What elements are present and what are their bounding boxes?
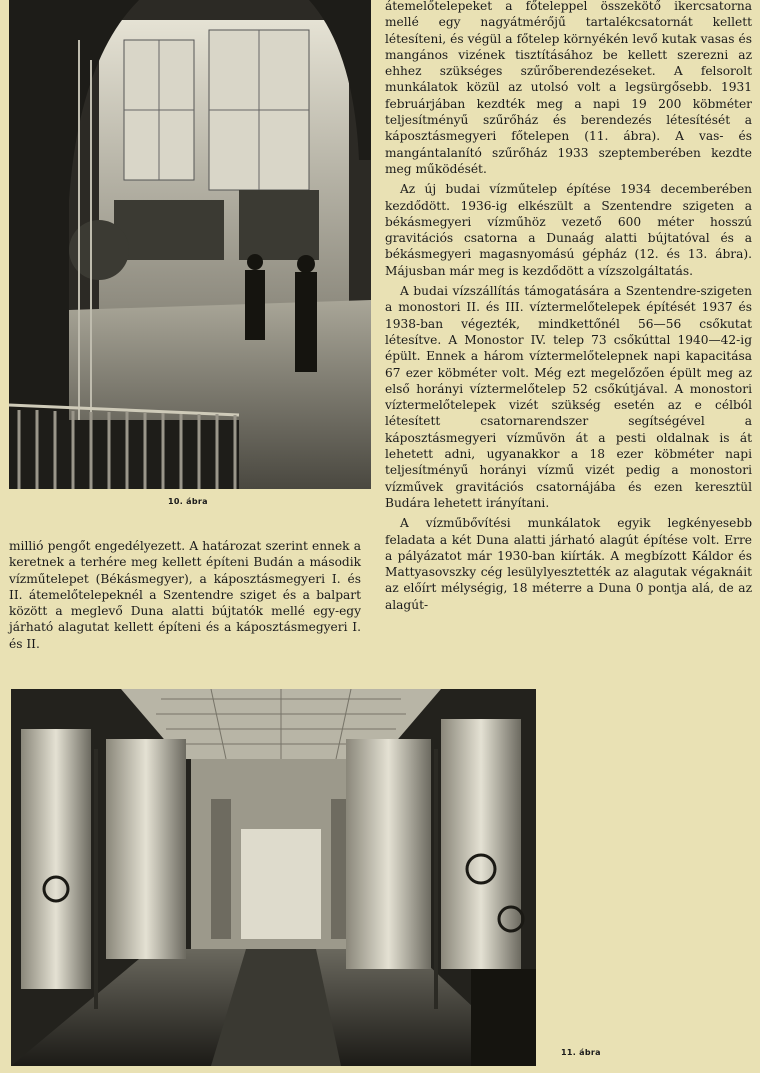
right-paragraph-4: A vízműbővítési munkálatok egyik legkényesebb feladata a két Duna alatti járható alagút építése volt. Erre a pályázatot már 1930-ban kiírták. A megbízott Káldor és Mattyasovszky cég lesülylyesztették az alagutak végaknáit az előírt mélységig, 18 méterre a Duna 0 pontja alá, de az alagút- xyxy=(385,516,752,612)
left-paragraph-1: millió pengőt engedélyezett. A határozat szerint ennek a keretnek a terhére meg kellett építeni Budán a második vízműtelepet (Békásmegyer), a káposztásmegyeri I. és II. átemelőtelepeknél a Szentendre sziget és a balpart között a meglevő Duna alatti bújtatók mellé egy-egy járható alagutat kellett építeni és a káposztásmegyeri I. és II. xyxy=(9,539,361,651)
right-paragraph-2: Az új budai vízműtelep építése 1934 decemberében kezdődött. 1936-ig elkészült a Szentendre szigeten a békásmegyeri vízműhöz vezető 600 méter hosszú gravitációs csatorna a Dunaág alatti bújtatóval és a békásmegyeri magasnyomású gépház (12. és 13. ábra). Májusban már meg is kezdődött a vízszolgáltatás. xyxy=(385,182,752,278)
right-paragraph-1: átemelőtelepeket a főteleppel összekötő ikercsatorna mellé egy nagyátmérőjű tartalékcsatornát kellett létesíteni, és végül a főtelep környékén levő kutak vasas és mangános vizének tisztításához be kellett szerezni az ehhez szükséges szűrőberendezéseket. A felsorolt munkálatok közül az utolsó volt a legsürgősebb. 1931 februárjában kezdték meg a napi 19 200 köbméter teljesítményű szűrőház és berendezés létesítését a káposztásmegyeri főtelepen (11. ábra). A vas- és mangántalanító szűrőház 1933 szeptemberében kezdte meg működését. xyxy=(385,0,752,176)
figure-10-caption: 10. ábra xyxy=(168,497,208,506)
figure-10-photo xyxy=(9,0,371,489)
figure-11-photo xyxy=(11,689,536,1066)
figure-11-caption: 11. ábra xyxy=(561,1048,601,1057)
right-column-text xyxy=(385,0,752,613)
right-paragraph-3: A budai vízszállítás támogatására a Szentendre-szigeten a monostori II. és III. víztermelőtelepek építését 1937 és 1938-ban végezték, mindkettőnél 56—56 csőkutat létesítve. A Monostor IV. telep 73 csőkúttal 1940—42-ig épült. Ennek a három víztermelőtelepnek napi kapacitása 67 ezer köbméter volt. Még ezt megelőzően épült meg az első horányi víztermelőtelep 52 csőkútjával. A monostori víztermelőtelepek vizét szükség esetén az e célból létesített csatornarendszer segítségével a káposztásmegyeri vízművön át a pesti oldalnak is át lehetett adni, ugyanakkor a 18 ezer köbméter napi teljesítményű horányi vízmű vizét pedig a monostori vízművek gravitációs csatornájába és ezen keresztül Budára lehetett irányítani. xyxy=(385,284,752,510)
left-column-text xyxy=(9,538,361,652)
